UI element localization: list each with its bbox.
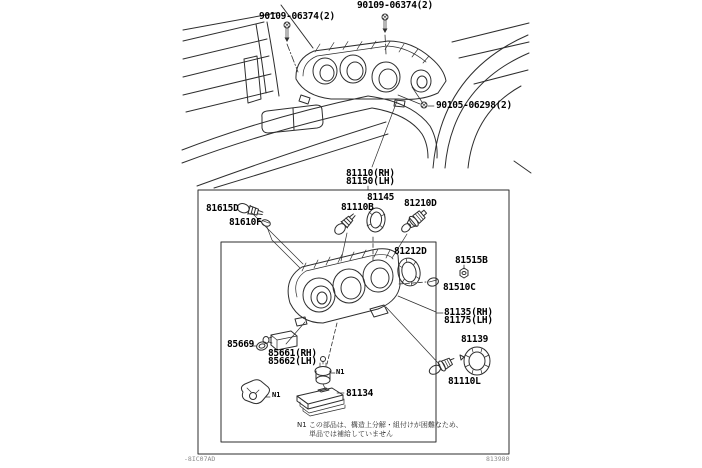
car-body-sketch — [182, 5, 437, 188]
label-81110b: 81110B — [341, 202, 374, 213]
label-81610f: 81610F — [229, 217, 262, 228]
bulb-icon-81110b — [333, 212, 358, 237]
label-81145: 81145 — [367, 192, 395, 203]
label-81210d: 81210D — [404, 198, 437, 209]
label-85662-lh: 85662(LH) — [268, 356, 317, 367]
label-81515b: 81515B — [455, 255, 488, 266]
nut-icon-81515b — [460, 268, 468, 278]
label-81135-rh: 81135(RH) — [444, 307, 493, 318]
marker-n1-bracket: N1 — [272, 391, 281, 399]
note-line-1: N1 この部品は、構造上分解・組付けが困難なため、 — [297, 421, 463, 429]
label-81150-lh: 81150(LH) — [346, 176, 395, 187]
label-85669: 85669 — [227, 339, 255, 350]
note-line-2: 単品では補給していません — [309, 430, 393, 438]
label-81615d: 81615D — [206, 203, 239, 214]
label-81212d: 81212D — [394, 246, 427, 257]
bulb-icon-81615d — [236, 202, 263, 217]
label-81175-lh: 81175(LH) — [444, 315, 493, 326]
label-90109-06374-upper: 90109-06374(2) — [357, 0, 433, 11]
headlamp-assembly-drawing — [288, 249, 400, 326]
footer-code-left: -8IC07AD — [184, 455, 216, 463]
footer-code-right: 813980 — [486, 455, 510, 463]
label-85661-rh: 85661(RH) — [268, 348, 317, 359]
screw-icon-top — [382, 14, 388, 33]
exploded-leader-lines — [252, 213, 464, 397]
fender-arch-sketch — [433, 23, 531, 173]
label-90109-06374-left: 90109-06374(2) — [259, 11, 335, 22]
cap-icon-81510c — [427, 277, 440, 288]
label-81510c: 81510C — [443, 282, 476, 293]
bulb-icon-81110l — [427, 355, 457, 378]
bulb-socket-icon-81210d — [398, 207, 429, 235]
label-81110-rh: 81110(RH) — [346, 168, 395, 179]
retainer-ring-icon-81139 — [460, 347, 490, 375]
label-81139: 81139 — [461, 334, 489, 345]
screw-icon-left — [284, 22, 290, 42]
top-leader-lines — [287, 35, 434, 190]
marker-n1-igniter: N1 — [336, 368, 345, 376]
label-81134: 81134 — [346, 388, 374, 399]
bracket-icon — [241, 380, 269, 404]
headlamp-top-drawing — [296, 41, 446, 107]
igniter-socket-icon — [315, 357, 331, 385]
screw-icon-right — [421, 102, 427, 108]
ballast-unit-icon-81134 — [297, 388, 345, 416]
oring-icon-85669 — [256, 341, 269, 352]
label-81110l: 81110L — [448, 376, 481, 387]
label-90105-06298: 90105-06298(2) — [436, 100, 512, 111]
